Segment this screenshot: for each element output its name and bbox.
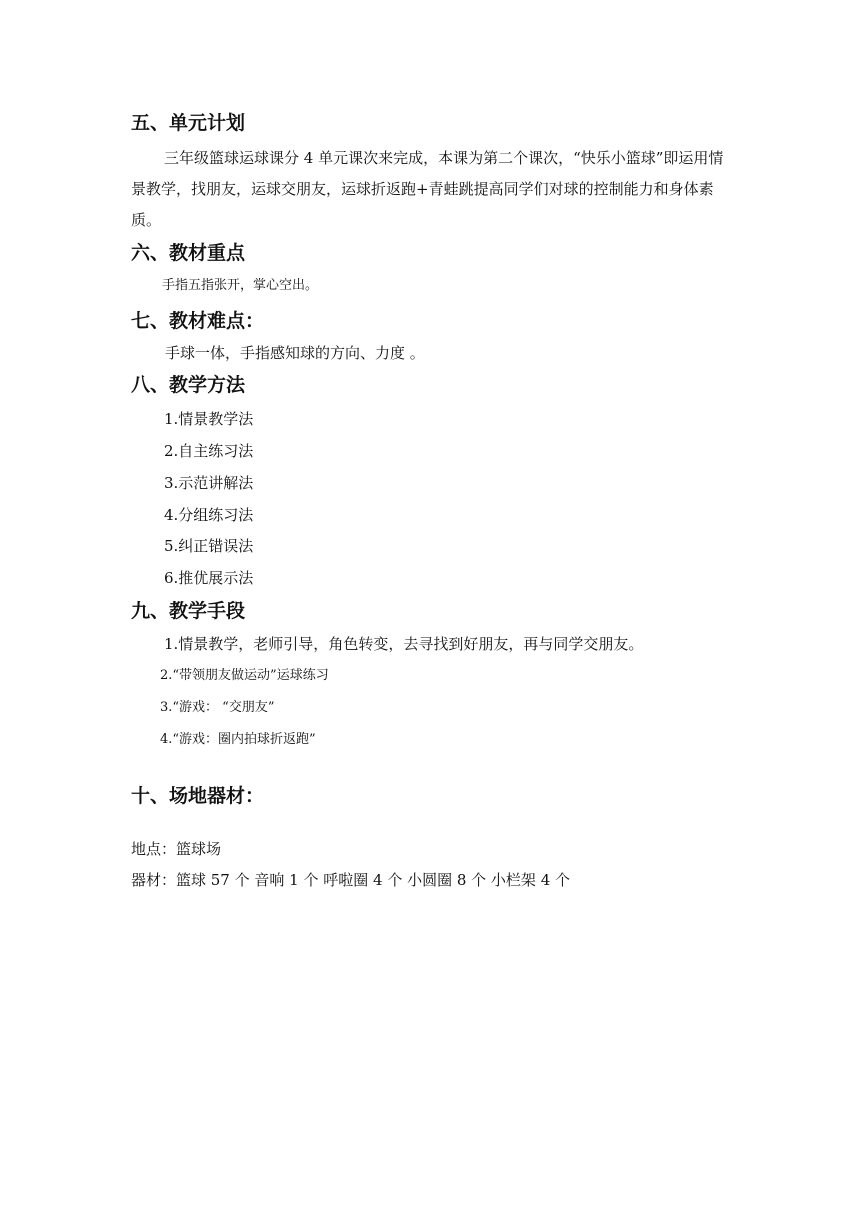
difficulties-text: 手球一体，手指感知球的方向、力度 。 <box>165 344 425 362</box>
method-item-2: 2.自主练习法 <box>164 442 254 460</box>
key-points-text: 手指五指张开，掌心空出。 <box>162 278 319 293</box>
method-item-1: 1.情景教学法 <box>164 410 254 428</box>
venue-location: 地点：篮球场 <box>131 840 222 858</box>
section-heading-difficulties: 七、教材难点： <box>131 310 265 332</box>
section-heading-teaching-methods: 八、教学方法 <box>131 374 246 396</box>
section-heading-venue-equipment: 十、场地器材： <box>131 785 265 807</box>
equipment-list: 器材：篮球 57 个 音响 1 个 呼啦圈 4 个 小圆圈 8 个 小栏架 4 个 <box>131 871 571 889</box>
section-heading-unit-plan: 五、单元计划 <box>131 112 246 134</box>
means-item-3: 3.“游戏： “交朋友” <box>160 700 275 715</box>
method-item-3: 3.示范讲解法 <box>164 474 254 492</box>
method-item-4: 4.分组练习法 <box>164 506 254 524</box>
section-heading-teaching-means: 九、教学手段 <box>131 600 246 622</box>
means-item-1: 1.情景教学，老师引导，角色转变，去寻找到好朋友，再与同学交朋友。 <box>164 635 644 653</box>
means-item-2: 2.“带领朋友做运动”运球练习 <box>160 668 329 683</box>
section-heading-key-points: 六、教材重点 <box>131 242 246 264</box>
means-item-4: 4.“游戏：圈内拍球折返跑” <box>160 732 316 747</box>
method-item-5: 5.纠正错误法 <box>164 537 254 555</box>
method-item-6: 6.推优展示法 <box>164 569 254 587</box>
unit-plan-paragraph: 三年级篮球运球课分 4 单元课次来完成，本课为第二个课次，“快乐小篮球”即运用情景教学，找朋友，运球交朋友，运球折返跑+青蛙跳提高同学们对球的控制能力和身体素质。 <box>131 149 724 229</box>
